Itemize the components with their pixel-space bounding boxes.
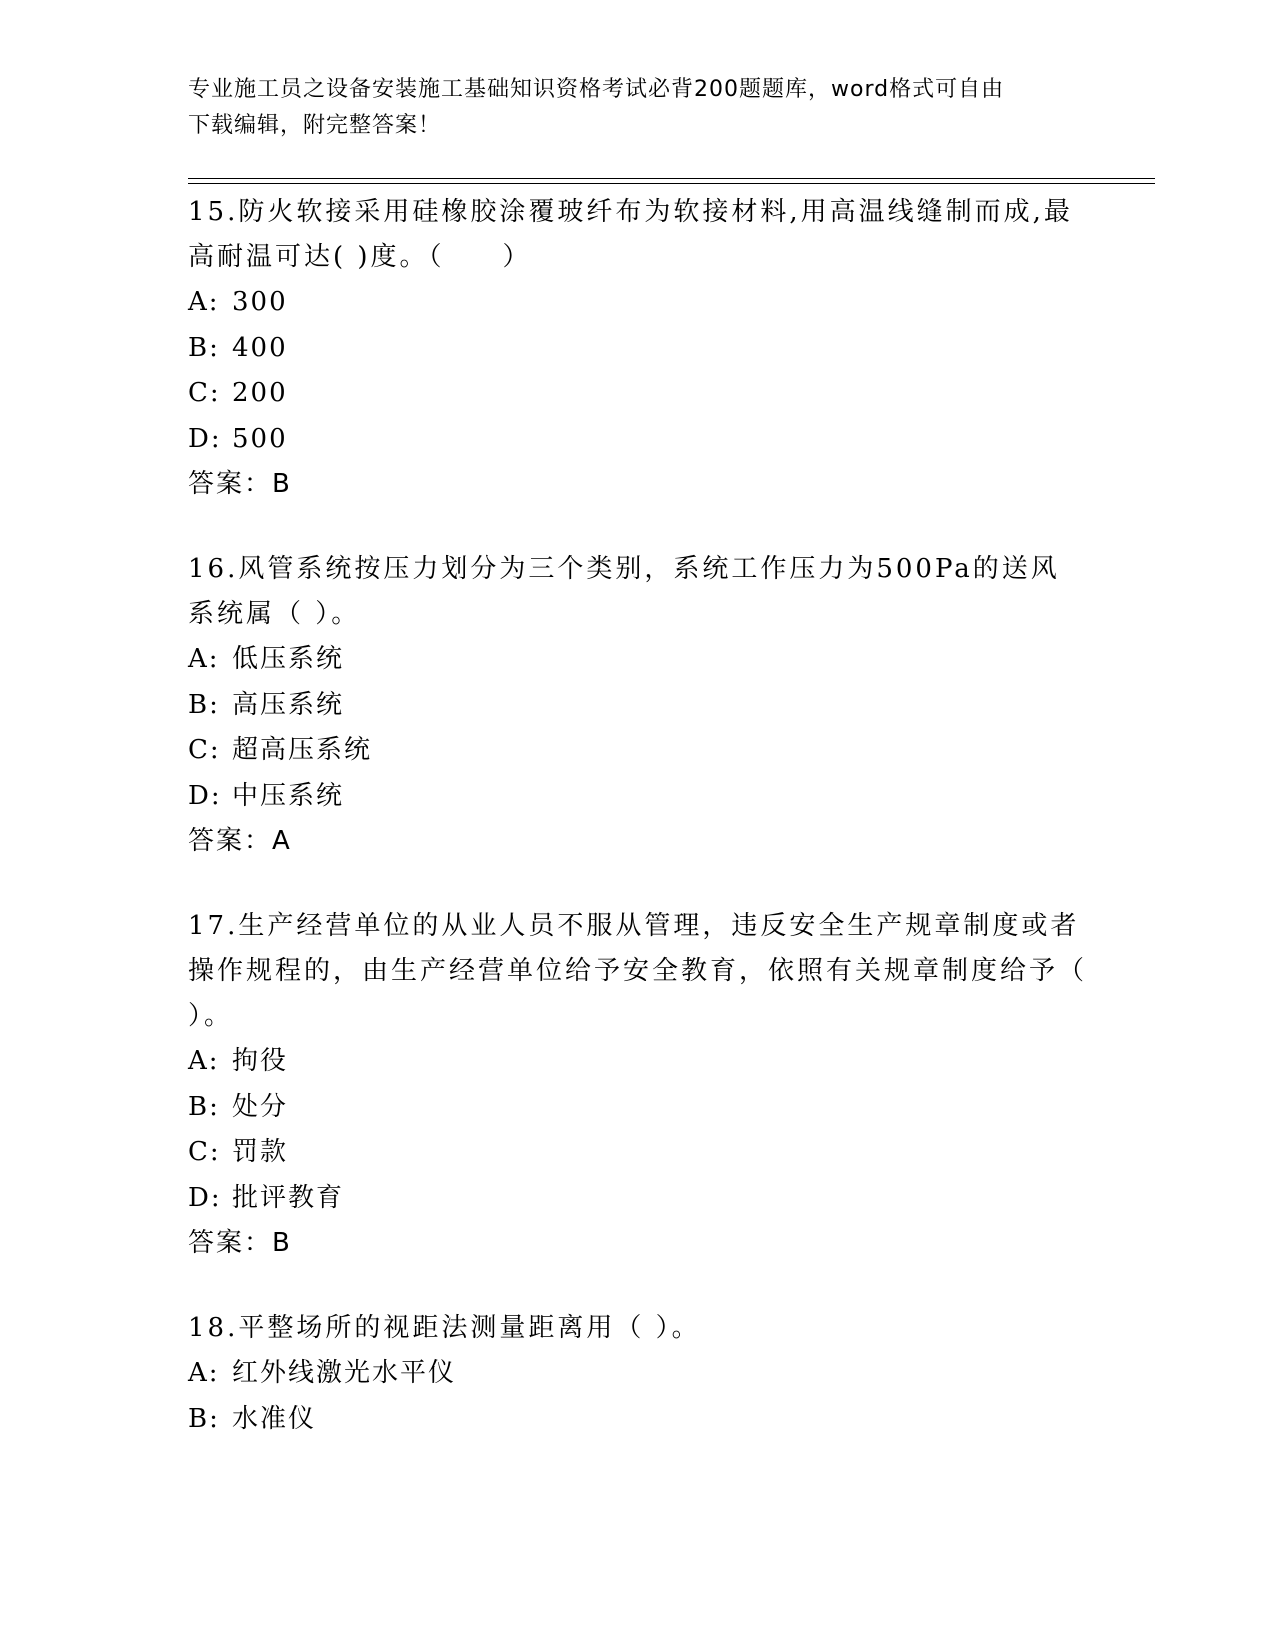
option-letter: D:	[188, 423, 222, 454]
option-letter: D:	[188, 1182, 222, 1213]
option-d	[188, 774, 1088, 820]
option-text: 高压系统	[232, 689, 345, 720]
question-17	[188, 904, 1088, 1266]
option-letter: A:	[188, 1046, 220, 1076]
option-b	[188, 683, 1088, 729]
question-text: 17.生产经营单位的从业人员不服从管理，违反安全生产规章制度或者操作规程的，由生产经营单位给予安全教育，依照有关规章制度给予（ ）。	[188, 911, 1088, 1031]
option-letter: B:	[188, 332, 220, 363]
option-d	[188, 417, 1088, 463]
option-letter: B:	[188, 1403, 220, 1434]
header-line-1: 专业施工员之设备安装施工基础知识资格考试必背200题题库，word格式可自由	[188, 77, 1005, 102]
option-text: 处分	[232, 1091, 289, 1122]
header-line-2: 下载编辑，附完整答案！	[188, 113, 442, 138]
header-divider-bottom	[188, 183, 1155, 184]
option-c	[188, 728, 1088, 774]
answer-line: 答案：B	[188, 469, 292, 499]
option-text: 拘役	[232, 1046, 289, 1076]
document-header	[188, 72, 1068, 144]
option-letter: A:	[188, 644, 220, 674]
question-list	[188, 190, 1088, 1482]
question-text: 16.风管系统按压力划分为三个类别，系统工作压力为500Pa的送风系统属（ ）。	[188, 554, 1060, 629]
option-text: 低压系统	[232, 644, 345, 674]
option-letter: B:	[188, 689, 220, 720]
option-text: 罚款	[232, 1137, 289, 1167]
option-a	[188, 280, 1088, 326]
option-text: 400	[232, 332, 288, 363]
answer-line: 答案：A	[188, 826, 292, 856]
option-text: 超高压系统	[232, 735, 373, 765]
option-letter: B:	[188, 1091, 220, 1122]
question-18	[188, 1306, 1088, 1442]
option-b	[188, 1397, 1088, 1443]
option-letter: C:	[188, 378, 221, 408]
option-b	[188, 1085, 1088, 1131]
answer-line: 答案：B	[188, 1228, 292, 1258]
option-text: 中压系统	[232, 780, 345, 811]
option-text: 200	[232, 378, 288, 408]
option-letter: A:	[188, 1358, 220, 1388]
option-a	[188, 637, 1088, 683]
option-text: 批评教育	[232, 1182, 345, 1213]
option-text: 500	[232, 423, 288, 454]
option-c	[188, 1130, 1088, 1176]
header-divider-top	[188, 178, 1155, 179]
option-letter: C:	[188, 1137, 221, 1167]
option-a	[188, 1039, 1088, 1085]
option-text: 300	[232, 287, 288, 317]
question-15	[188, 190, 1088, 507]
option-letter: D:	[188, 780, 222, 811]
option-b	[188, 326, 1088, 372]
question-text: 15.防火软接采用硅橡胶涂覆玻纤布为软接材料,用高温线缝制而成,最高耐温可达( )度。（ ）	[188, 197, 1073, 272]
option-letter: A:	[188, 287, 220, 317]
option-c	[188, 371, 1088, 417]
question-16	[188, 547, 1088, 864]
option-text: 红外线激光水平仪	[232, 1358, 457, 1388]
option-d	[188, 1176, 1088, 1222]
question-text: 18.平整场所的视距法测量距离用（ ）。	[188, 1313, 701, 1343]
option-text: 水准仪	[232, 1403, 317, 1434]
option-a	[188, 1351, 1088, 1397]
option-letter: C:	[188, 735, 221, 765]
